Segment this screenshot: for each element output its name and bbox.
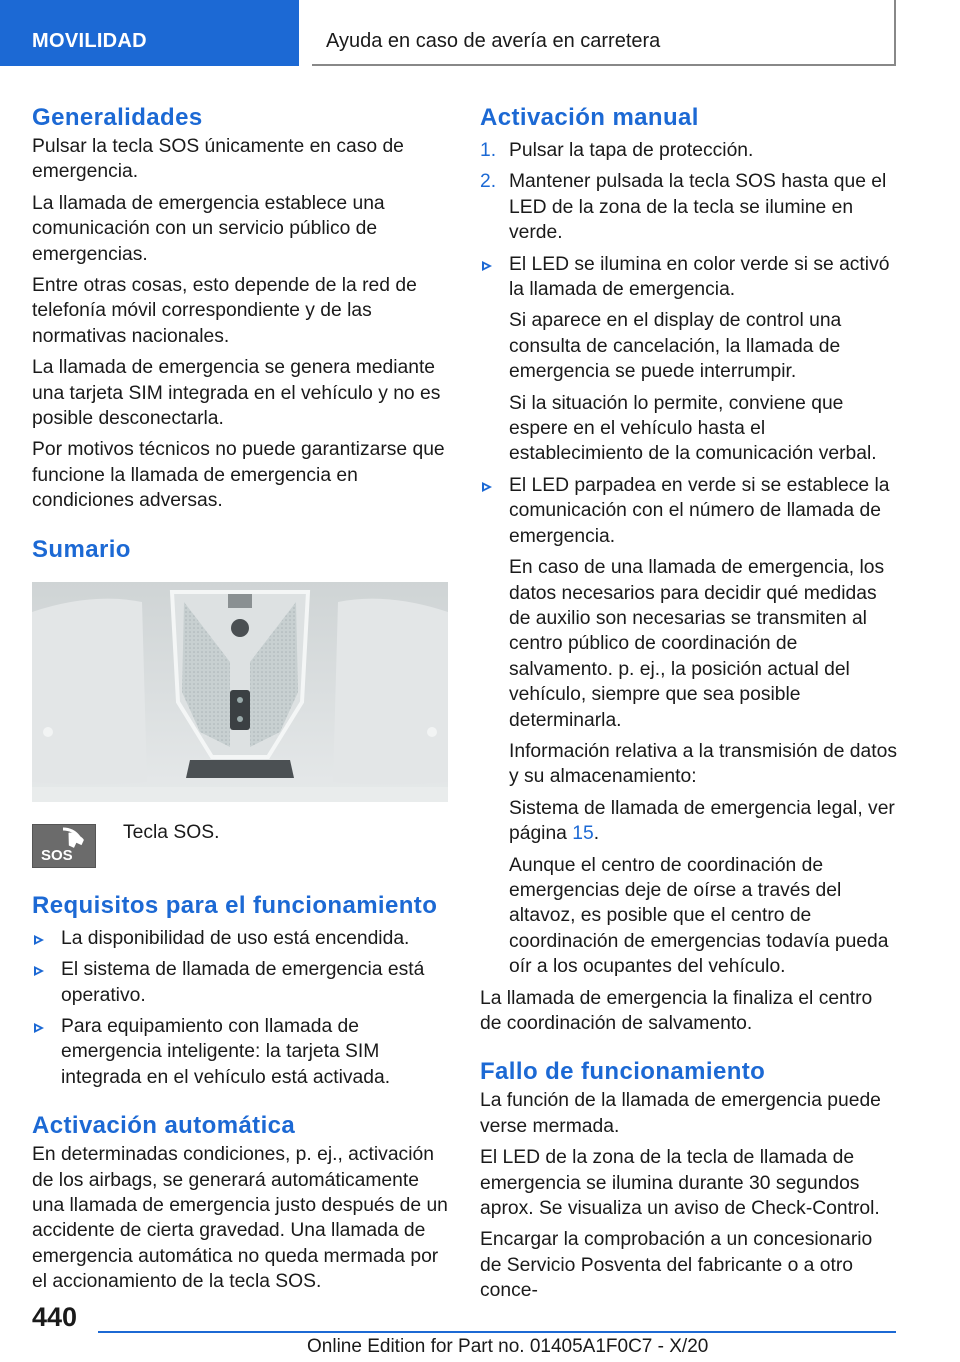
sos-icon-label: SOS: [41, 846, 73, 864]
sub-paragraph: En caso de una llamada de emergencia, los datos necesarios para decidir qué medidas de auxilio son necesarias se transmiten al centro público de coordinación de salvamento. p. ej., la posición actual del vehículo, siempre que sea posible determinarla.: [509, 557, 885, 731]
section-title: MOVILIDAD: [32, 30, 147, 52]
sub-paragraph: Información relativa a la transmisión de datos y su almacenamiento:: [509, 740, 897, 788]
step-number: 1.: [480, 140, 497, 161]
heading-fallo: Fallo de funcionamiento: [480, 1058, 766, 1086]
heading-activacion-automatica: Activación automática: [32, 1112, 296, 1140]
heading-generalidades: Generalidades: [32, 104, 203, 131]
chapter-tab: [312, 0, 896, 66]
paragraph: Entre otras cosas, esto depende de la red de telefonía móvil correspondiente y de las normativas nacionales.: [32, 275, 417, 347]
overhead-console-photo: [32, 582, 448, 802]
page-number: 440: [32, 1302, 78, 1332]
sub-paragraph: Si aparece en el display de control una consulta de cancelación, la llamada de emergencia se puede interrumpir.: [509, 310, 842, 383]
list-item: Para equipamiento con llamada de emergencia inteligente: la tarjeta SIM integrada en el vehículo está activada.: [32, 1014, 450, 1090]
sub-paragraph: Si la situación lo permite, conviene que espere en el vehículo hasta el establecimiento de la comunicación verbal.: [509, 392, 877, 465]
overhead-console-illustration: [32, 582, 448, 802]
reference-end: .: [593, 823, 600, 845]
manual-results-list-2: [480, 473, 898, 549]
sos-caption: Tecla SOS.: [123, 821, 220, 843]
chapter-title: Ayuda en caso de avería en carretera: [326, 30, 661, 52]
manual-results-list: [480, 252, 898, 303]
sos-caption-row: [32, 816, 450, 878]
sub-paragraph: Aunque el centro de coordinación de emergencias deje de oírse a través del altavoz, es posible que el centro de coordinación de emergencias todavía pueda oír a los ocupantes del vehículo.: [509, 854, 889, 978]
requirements-list: [32, 926, 450, 1090]
paragraph: Encargar la comprobación a un concesionario de Servicio Posventa del fabricante o a otro conce-: [480, 1229, 873, 1302]
paragraph: Pulsar la tecla SOS únicamente en caso de emergencia.: [32, 136, 404, 183]
paragraph: En determinadas condiciones, p. ej., activación de los airbags, se generará automáticamente una llamada de emergencia justo después de un accidente de cierta gravedad. Una llamada de emergencia automática no queda mermada por el accionamiento de la tecla SOS.: [32, 1144, 448, 1293]
step-item: [480, 169, 898, 245]
list-item: El LED se ilumina en color verde si se activó la llamada de emergencia.: [480, 252, 898, 303]
list-item: La disponibilidad de uso está encendida.: [32, 926, 450, 951]
paragraph: Por motivos técnicos no puede garantizarse que funcione la llamada de emergencia en condiciones adversas.: [32, 439, 445, 512]
paragraph: El LED de la zona de la tecla de llamada de emergencia se ilumina durante 30 segundos aprox. Se visualiza un aviso de Check-Control.: [480, 1147, 880, 1220]
sos-button-icon: [32, 824, 96, 868]
heading-sumario: Sumario: [32, 535, 131, 563]
reference-text: Sistema de llamada de emergencia legal, ver página: [509, 797, 895, 845]
paragraph: La llamada de emergencia se genera mediante una tarjeta SIM integrada en el vehículo y no es posible desconectarla.: [32, 357, 441, 430]
footer-divider: [98, 1331, 896, 1333]
heading-requisitos: Requisitos para el funcionamiento: [32, 891, 438, 919]
edition-text: Online Edition for Part no. 01405A1F0C7 - X/20: [307, 1336, 709, 1357]
right-column: [480, 104, 898, 1304]
step-text: Pulsar la tapa de protección.: [509, 140, 754, 161]
paragraph: La llamada de emergencia establece una comunicación con un servicio público de emergencias.: [32, 192, 385, 265]
list-item: El LED parpadea en verde si se establece la comunicación con el número de llamada de emergencia.: [480, 473, 898, 549]
paragraph: La función de la llamada de emergencia puede verse mermada.: [480, 1090, 881, 1137]
step-text: Mantener pulsada la tecla SOS hasta que el LED de la zona de la tecla se ilumine en verde.: [509, 171, 887, 244]
manual-steps: [480, 138, 898, 246]
step-item: [480, 138, 898, 163]
heading-activacion-manual: Activación manual: [480, 104, 699, 131]
paragraph: La llamada de emergencia la finaliza el centro de coordinación de salvamento.: [480, 987, 873, 1034]
list-item: El sistema de llamada de emergencia está operativo.: [32, 957, 450, 1008]
left-column: [32, 104, 450, 1295]
page-header: [0, 0, 960, 66]
step-number: 2.: [480, 171, 497, 193]
page-reference-link[interactable]: 15: [572, 823, 594, 845]
cross-reference: [480, 796, 898, 847]
section-tab: [0, 0, 299, 66]
